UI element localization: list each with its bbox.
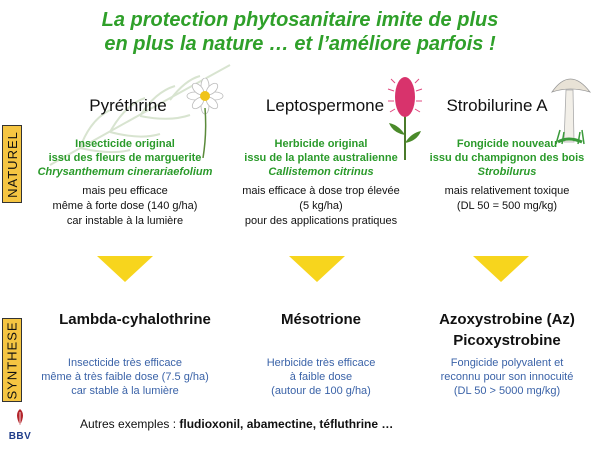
drawback-line: mais relativement toxique (444, 185, 570, 197)
natural-drawback-3 (412, 184, 600, 214)
natural-name-pyrethrine: Pyréthrine (89, 96, 167, 115)
down-arrow-icon (289, 256, 345, 282)
green-line: Herbicide original (274, 138, 368, 150)
naturel-side-label (2, 125, 22, 203)
natural-description-green-2 (226, 137, 416, 179)
latin-name: Strobilurus (477, 166, 537, 178)
drawback-line: car instable à la lumière (66, 215, 184, 227)
blue-line: à faible dose (289, 371, 353, 383)
synthese-label-text: SYNTHESE (4, 320, 20, 400)
natural-name-strobilurine: Strobilurine A (446, 96, 548, 115)
drawback-line: (DL 50 = 500 mg/kg) (456, 200, 558, 212)
drawback-line: pour des applications pratiques (244, 215, 398, 227)
green-line: issu de la plante australienne (244, 152, 398, 164)
synthetic-name-line: Picoxystrobine (453, 332, 561, 349)
drawback-line: mais peu efficace (82, 185, 168, 197)
synthetic-name-1 (30, 309, 240, 330)
title-line-1: La protection phytosanitaire imite de plus (101, 9, 499, 31)
bbv-logo (2, 408, 38, 448)
latin-name: Callistemon citrinus (268, 166, 374, 178)
down-arrow-icon (97, 256, 153, 282)
green-line: issu du champignon des bois (429, 152, 585, 164)
naturel-label-text: NATUREL (4, 130, 20, 198)
blue-line: reconnu pour son innocuité (440, 371, 574, 383)
green-line: issu des fleurs de marguerite (48, 152, 202, 164)
drawback-line: même à forte dose (140 g/ha) (52, 200, 198, 212)
footer-examples: fludioxonil, abamectine, téfluthrine … (179, 417, 394, 431)
natural-description-green-3 (412, 137, 600, 179)
latin-name: Chrysanthemum cinerariaefolium (37, 166, 213, 178)
logo-text: BBV (8, 431, 32, 442)
natural-name-leptospermone: Leptospermone (265, 96, 385, 115)
other-examples-footer (80, 417, 393, 431)
blue-line: même à très faible dose (7.5 g/ha) (41, 371, 209, 383)
down-arrow-icon (473, 256, 529, 282)
blue-line: Herbicide très efficace (266, 357, 376, 369)
green-line: Insecticide original (75, 138, 175, 150)
synthese-side-label (2, 318, 22, 402)
blue-line: (DL 50 > 5000 mg/kg) (453, 385, 561, 397)
natural-drawback-2 (226, 184, 416, 229)
natural-description-green-1 (30, 137, 220, 179)
title-line-2: en plus la nature … et l’améliore parfois ! (104, 33, 496, 55)
synthetic-description-2 (226, 356, 416, 398)
synthetic-description-1 (30, 356, 220, 398)
synthetic-name-2 (226, 309, 416, 330)
blue-line: Insecticide très efficace (67, 357, 183, 369)
page-title (0, 8, 600, 56)
synthetic-description-3 (412, 356, 600, 398)
synthetic-name-line: Lambda-cyhalothrine (59, 311, 211, 328)
synthetic-name-line: Azoxystrobine (Az) (439, 311, 575, 328)
blue-line: car stable à la lumière (71, 385, 179, 397)
natural-drawback-1 (30, 184, 220, 229)
synthetic-name-line: Mésotrione (280, 311, 361, 328)
synthetic-name-3 (412, 309, 600, 351)
footer-prefix: Autres exemples : (80, 417, 180, 431)
drawback-line: (5 kg/ha) (299, 200, 343, 212)
drawback-line: mais efficace à dose trop élevée (242, 185, 400, 197)
logo-leaf-icon (13, 408, 27, 426)
blue-line: Fongicide polyvalent et (450, 357, 564, 369)
blue-line: (autour de 100 g/ha) (271, 385, 371, 397)
green-line: Fongicide nouveau (456, 138, 558, 150)
